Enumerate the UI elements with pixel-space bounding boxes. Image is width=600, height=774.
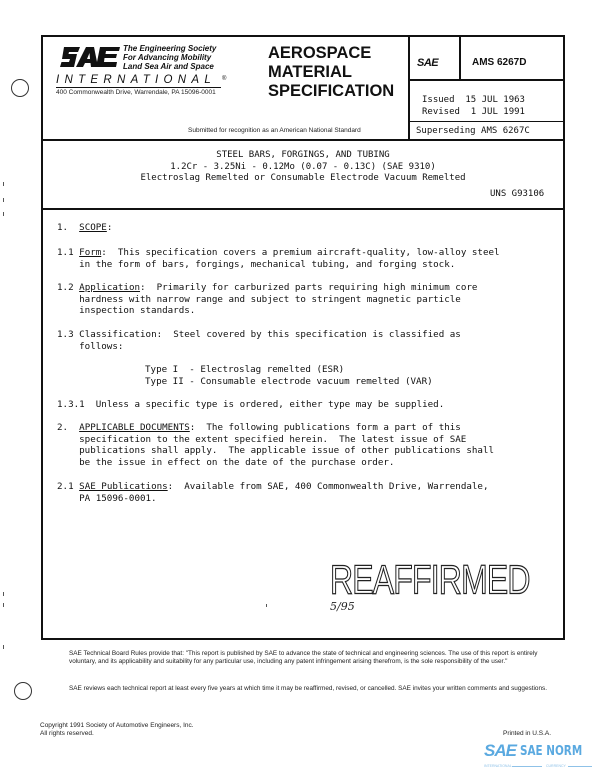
section-number: 1.3.1 bbox=[57, 399, 85, 410]
section-number: 1.1 bbox=[57, 247, 74, 258]
sae-norm-text: SAE NORM bbox=[520, 744, 583, 759]
section-text: inspection standards. bbox=[79, 305, 196, 316]
issued-date: 15 JUL 1963 bbox=[465, 95, 525, 105]
section-text: PA 15096-0001. bbox=[79, 492, 157, 504]
section-text: : Primarily for carburized parts requiring high minimum core bbox=[140, 282, 478, 293]
document-type-title bbox=[268, 44, 394, 101]
section-title: Application bbox=[79, 282, 141, 293]
copyright-line: Copyright 1991 Society of Automotive Engineers, Inc. bbox=[40, 722, 194, 729]
sae-norm-logo-icon: SAE bbox=[484, 741, 516, 760]
tagline-line: Land Sea Air and Space bbox=[123, 62, 214, 71]
section-title: SAE Publications bbox=[79, 481, 168, 492]
ansi-submission-note: Submitted for recognition as an American National Standard bbox=[188, 127, 361, 134]
watermark-sub-left: INTERNATIONAL bbox=[484, 764, 512, 768]
sae-logo-icon bbox=[60, 45, 122, 71]
section-text: : This specification covers a premium aircraft-quality, low-alloy steel bbox=[101, 247, 500, 258]
section-text: in the form of bars, forgings, mechanical tubing, and forging stock. bbox=[79, 258, 456, 270]
watermark-sub-right: CURRENCY bbox=[546, 764, 566, 768]
sae-address: 400 Commonwealth Drive, Warrendale, PA 15096-0001 bbox=[56, 89, 216, 96]
title-divider bbox=[41, 208, 565, 210]
issued-label: Issued bbox=[422, 95, 455, 105]
doc-type-line: AEROSPACE bbox=[268, 44, 372, 62]
margin-speck bbox=[3, 603, 4, 607]
technical-board-rules: SAE Technical Board Rules provide that: "This report is published by SAE to advance the state of technical and engineering sciences. The use of this report is entirely voluntary, and its applicability and suitability for any particular use, including any patent infringement arising therefrom, is the sole responsibility of the user." bbox=[69, 650, 538, 666]
section-title: SCOPE bbox=[79, 222, 107, 233]
margin-speck bbox=[3, 212, 4, 216]
section-text: : Available from SAE, 400 Commonwealth Drive, Warrendale, bbox=[167, 481, 489, 492]
section-text: follows: bbox=[79, 340, 124, 352]
section-2-1 bbox=[57, 481, 489, 504]
rights-line: All rights reserved. bbox=[40, 730, 94, 737]
section-number: 1.2 bbox=[57, 282, 74, 293]
reaffirmed-date: 5/95 bbox=[330, 600, 355, 613]
title-line-3: Electroslag Remelted or Consumable Electrode Vacuum Remelted bbox=[140, 173, 466, 183]
section-1-1 bbox=[57, 247, 500, 270]
superseding-note: Superseding AMS 6267C bbox=[416, 126, 530, 136]
header-divider bbox=[41, 139, 565, 141]
registered-mark: ® bbox=[222, 76, 227, 82]
section-text: be the issue in effect on the date of the purchase order. bbox=[79, 456, 395, 468]
sae-tagline bbox=[123, 44, 216, 71]
header-vertical-divider bbox=[408, 35, 410, 140]
type-1-item: Type I - Electroslag remelted (ESR) bbox=[145, 364, 345, 375]
classification-types bbox=[145, 364, 433, 387]
section-1-heading: 1. SCOPE: bbox=[57, 222, 113, 233]
section-1-2 bbox=[57, 282, 477, 317]
international-wordmark: INTERNATIONAL bbox=[56, 74, 217, 86]
section-text: Unless a specific type is ordered, either type may be supplied. bbox=[95, 399, 445, 410]
watermark-rule bbox=[512, 766, 542, 767]
tagline-line: The Engineering Society bbox=[123, 44, 217, 53]
number-box-divider bbox=[408, 79, 565, 81]
printed-in-usa: Printed in U.S.A. bbox=[503, 730, 552, 737]
revised-label: Revised bbox=[422, 106, 460, 117]
issue-dates bbox=[422, 95, 525, 118]
section-text: Classification: Steel covered by this specification is classified as bbox=[79, 329, 461, 340]
tagline-line: For Advancing Mobility bbox=[123, 53, 212, 62]
section-number: 1. bbox=[57, 222, 69, 233]
watermark-rule bbox=[568, 766, 592, 767]
uns-number: UNS G93106 bbox=[490, 189, 545, 199]
revised-date: 1 JUL 1991 bbox=[470, 106, 525, 117]
doc-type-line: MATERIAL bbox=[268, 63, 353, 81]
section-title: Form bbox=[79, 247, 102, 258]
margin-speck bbox=[3, 182, 4, 186]
title-line-1: STEEL BARS, FORGINGS, AND TUBING bbox=[216, 150, 390, 160]
type-2-item: Type II - Consumable electrode vacuum remelted (VAR) bbox=[145, 375, 433, 387]
wordmark-underline bbox=[56, 87, 221, 88]
copyright-notice bbox=[40, 722, 194, 738]
reaffirmed-stamp: REAFFIRMED bbox=[330, 558, 530, 604]
section-text: specification to the extent specified herein. The latest issue of SAE bbox=[79, 433, 467, 445]
punch-hole-bottom bbox=[14, 682, 32, 700]
margin-speck bbox=[3, 645, 4, 649]
sae-norm-watermark bbox=[484, 741, 596, 774]
doc-type-line: SPECIFICATION bbox=[268, 82, 395, 100]
section-1-3 bbox=[57, 329, 461, 352]
page-mark bbox=[266, 604, 267, 607]
margin-speck bbox=[3, 198, 4, 202]
title-line-2: 1.2Cr - 3.25Ni - 0.12Mo (0.07 - 0.13C) (SAE 9310) bbox=[170, 161, 436, 172]
specification-title bbox=[43, 150, 563, 185]
sae-number-divider bbox=[459, 35, 461, 79]
section-number: 2.1 bbox=[57, 481, 74, 492]
sae-mark-small: SAE bbox=[417, 57, 439, 69]
section-title: APPLICABLE DOCUMENTS bbox=[79, 422, 190, 433]
review-notice: SAE reviews each technical report at least every five years at which time it may be reaffirmed, revised, or cancelled. SAE invites your written comments and suggestions. bbox=[69, 685, 547, 692]
supersede-divider bbox=[408, 121, 565, 122]
section-1-3-1 bbox=[57, 399, 444, 411]
section-2 bbox=[57, 422, 494, 468]
document-number: AMS 6267D bbox=[472, 57, 527, 68]
punch-hole-top bbox=[11, 79, 29, 97]
section-number: 2. bbox=[57, 422, 69, 433]
section-text: : The following publications form a part of this bbox=[189, 422, 461, 433]
section-number: 1.3 bbox=[57, 329, 74, 340]
margin-speck bbox=[3, 592, 4, 596]
section-text: publications shall apply. The applicable issue of other publications shall bbox=[79, 445, 494, 456]
section-text: hardness with narrow range and subject to stringent magnetic particle bbox=[79, 293, 461, 305]
